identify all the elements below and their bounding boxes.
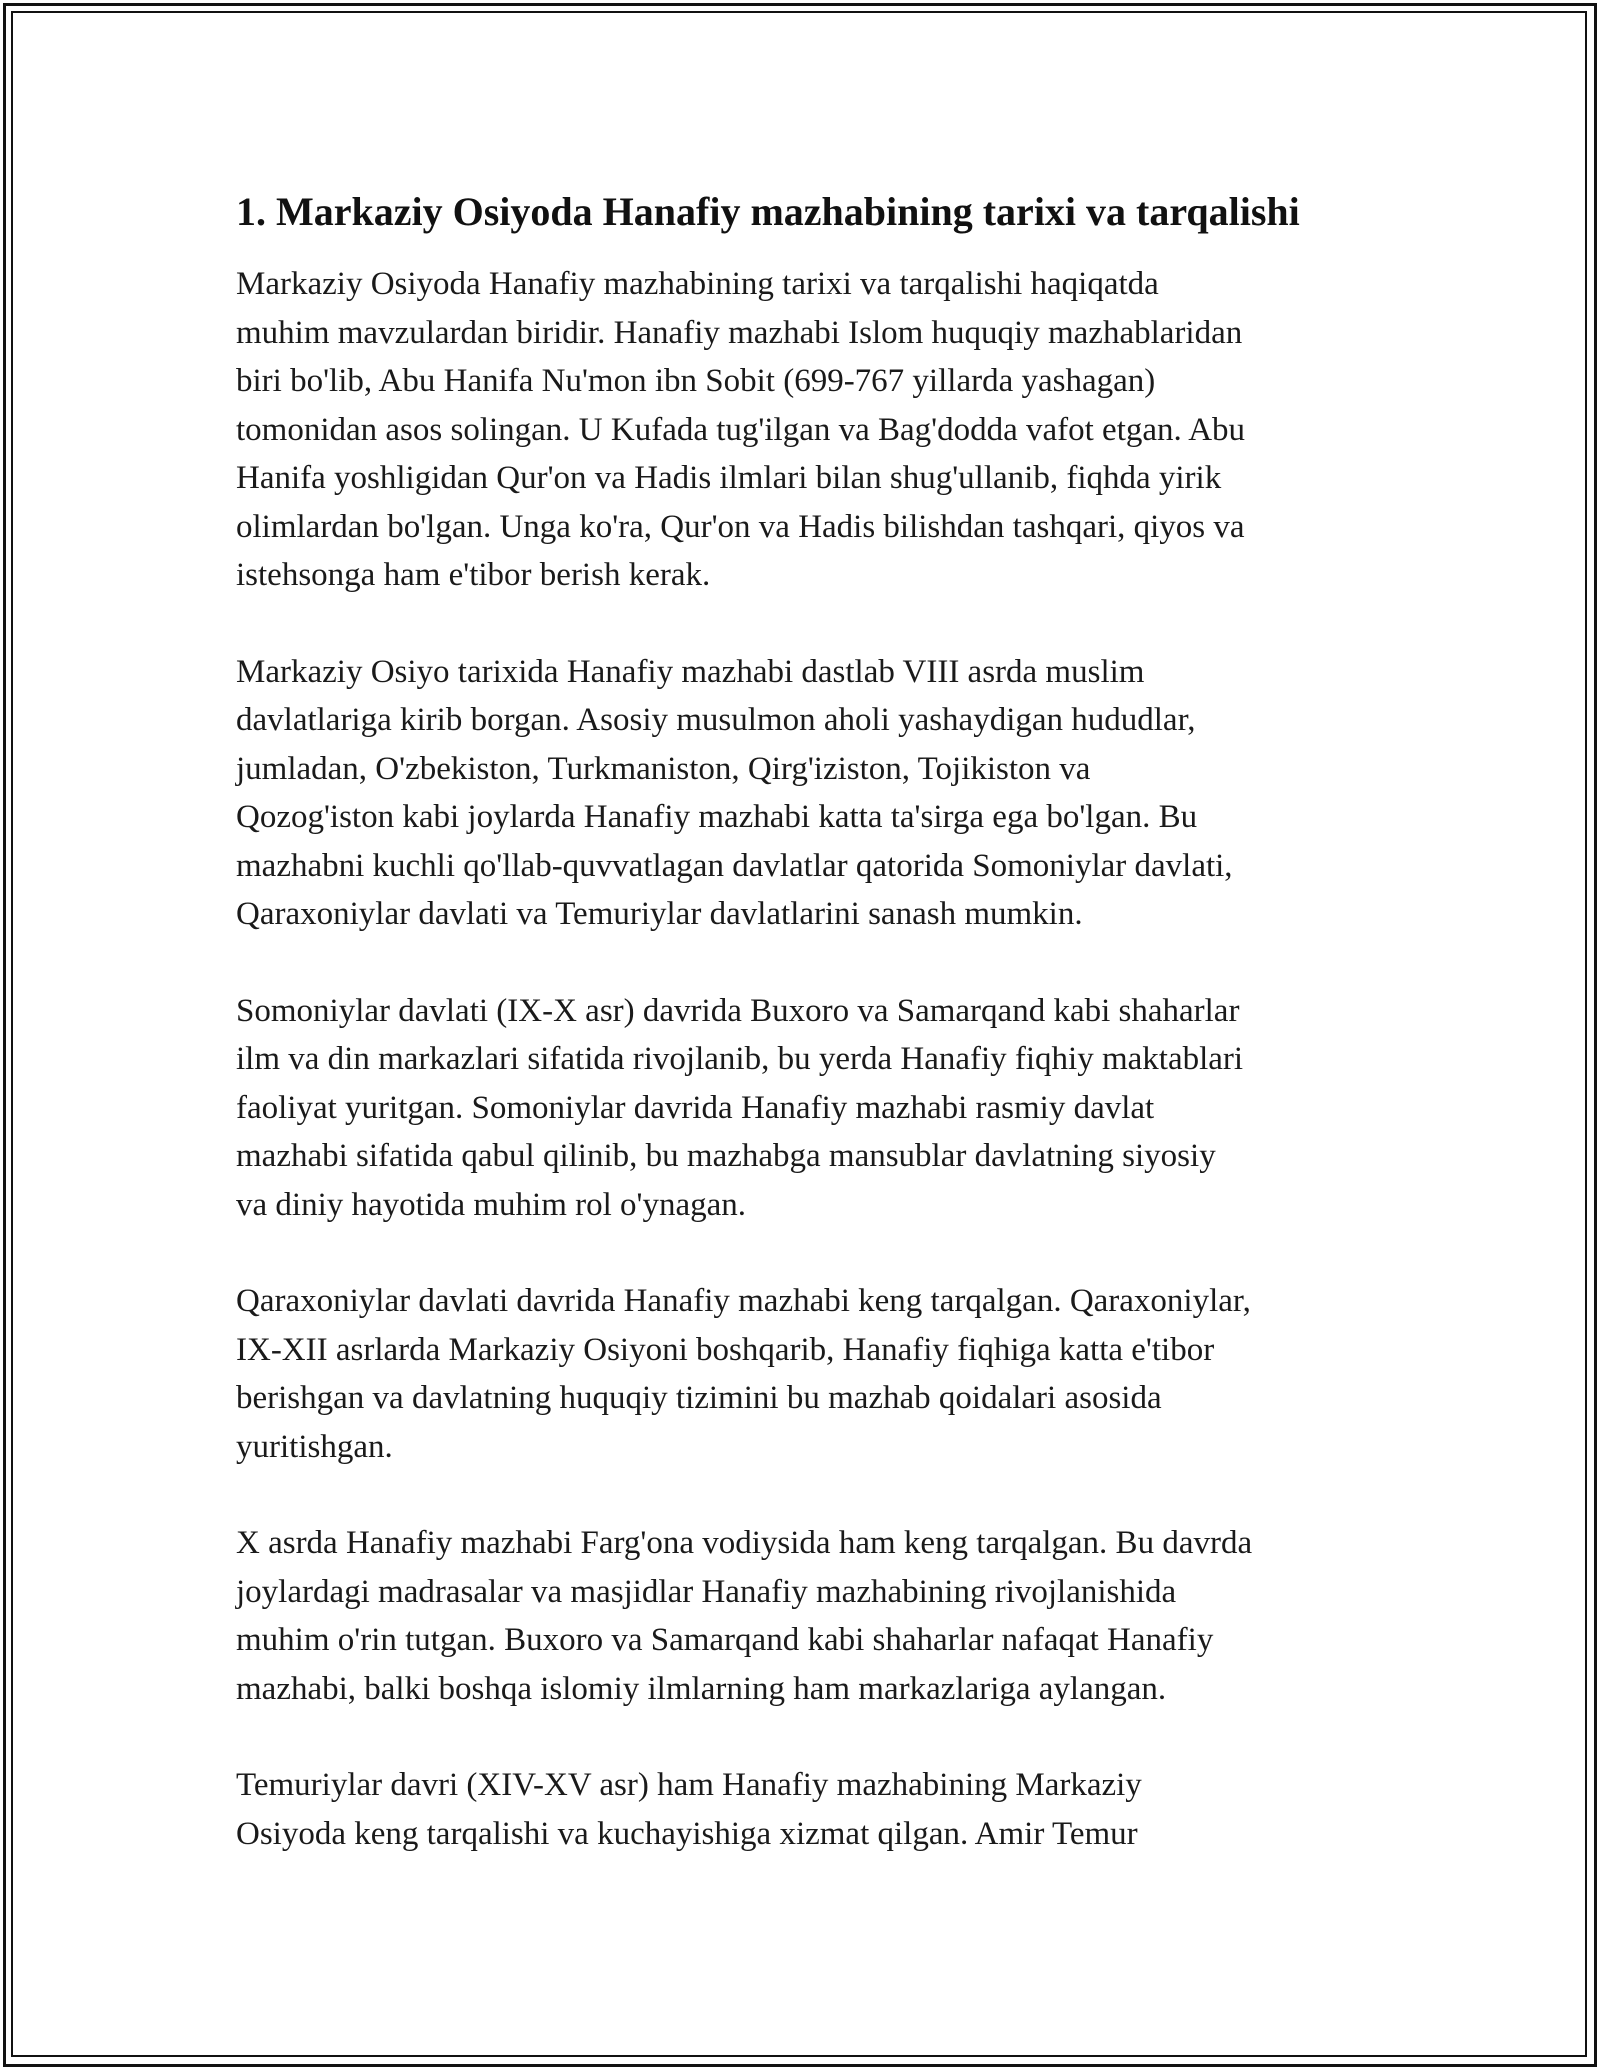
paragraph-line: joylardagi madrasalar va masjidlar Hanafiy mazhabining rivojlanishida bbox=[236, 1573, 1177, 1610]
document-body bbox=[236, 186, 1366, 1906]
paragraph-line: Markaziy Osiyo tarixida Hanafiy mazhabi dastlab VIII asrda muslim bbox=[236, 653, 1145, 690]
paragraph-line: Qaraxoniylar davlati davrida Hanafiy mazhabi keng tarqalgan. Qaraxoniylar, bbox=[236, 1283, 1251, 1319]
paragraph-line: ilm va din markazlari sifatida rivojlanib, bu yerda Hanafiy fiqhiy maktablari bbox=[236, 1041, 1244, 1077]
paragraph-line: Hanifa yoshligidan Qur'on va Hadis ilmlari bilan shug'ullanib, fiqhda yirik bbox=[236, 460, 1222, 496]
paragraph-line: Temuriylar davri (XIV-XV asr) ham Hanafiy mazhabining Markaziy bbox=[236, 1767, 1142, 1803]
paragraph-line: mazhabi sifatida qabul qilinib, bu mazhabga mansublar davlatning siyosiy bbox=[236, 1138, 1216, 1174]
paragraph-line: muhim mavzulardan biridir. Hanafiy mazhabi Islom huquqiy mazhablaridan bbox=[236, 314, 1243, 351]
paragraph-line: biri bo'lib, Abu Hanifa Nu'mon ibn Sobit (699-767 yillarda yashagan) bbox=[236, 363, 1156, 399]
body-paragraph bbox=[236, 1519, 1366, 1713]
paragraph-line: faoliyat yuritgan. Somoniylar davrida Hanafiy mazhabi rasmiy davlat bbox=[236, 1089, 1155, 1126]
paragraph-line: davlatlariga kirib borgan. Asosiy musulmon aholi yashaydigan hududlar, bbox=[236, 702, 1196, 738]
paragraph-line: berishgan va davlatning huquqiy tizimini bu mazhab qoidalari asosida bbox=[236, 1380, 1162, 1416]
paragraph-line: Somoniylar davlati (IX-X asr) davrida Buxoro va Samarqand kabi shaharlar bbox=[236, 992, 1240, 1029]
body-paragraph bbox=[236, 260, 1366, 600]
paragraph-line: Qozog'iston kabi joylarda Hanafiy mazhabi katta ta'sirga ega bo'lgan. Bu bbox=[236, 799, 1198, 835]
paragraph-line: Osiyoda keng tarqalishi va kuchayishiga xizmat qilgan. Amir Temur bbox=[236, 1815, 1138, 1852]
body-paragraph bbox=[236, 987, 1366, 1230]
paragraph-line: muhim o'rin tutgan. Buxoro va Samarqand kabi shaharlar nafaqat Hanafiy bbox=[236, 1622, 1214, 1658]
paragraph-line: olimlardan bo'lgan. Unga ko'ra, Qur'on va Hadis bilishdan tashqari, qiyos va bbox=[236, 508, 1245, 545]
body-paragraph bbox=[236, 648, 1366, 939]
body-paragraph bbox=[236, 1277, 1366, 1471]
paragraph-line: IX-XII asrlarda Markaziy Osiyoni boshqarib, Hanafiy fiqhiga katta e'tibor bbox=[236, 1331, 1215, 1368]
paragraph-list bbox=[236, 260, 1366, 1858]
paragraph-line: Markaziy Osiyoda Hanafiy mazhabining tarixi va tarqalishi haqiqatda bbox=[236, 266, 1159, 302]
section-heading: 1. Markaziy Osiyoda Hanafiy mazhabining tarixi va tarqalishi bbox=[236, 189, 1300, 234]
paragraph-line: istehsonga ham e'tibor berish kerak. bbox=[236, 557, 711, 593]
paragraph-line: tomonidan asos solingan. U Kufada tug'ilgan va Bag'dodda vafot etgan. Abu bbox=[236, 411, 1246, 448]
paragraph-line: va diniy hayotida muhim rol o'ynagan. bbox=[236, 1186, 747, 1223]
paragraph-line: yuritishgan. bbox=[236, 1428, 393, 1465]
paragraph-line: jumladan, O'zbekiston, Turkmaniston, Qirg'iziston, Tojikiston va bbox=[236, 750, 1091, 787]
paragraph-line: X asrda Hanafiy mazhabi Farg'ona vodiysida ham keng tarqalgan. Bu davrda bbox=[236, 1525, 1253, 1561]
body-paragraph bbox=[236, 1761, 1366, 1858]
paragraph-line: Qaraxoniylar davlati va Temuriylar davlatlarini sanash mumkin. bbox=[236, 896, 1083, 932]
paragraph-line: mazhabni kuchli qo'llab-quvvatlagan davlatlar qatorida Somoniylar davlati, bbox=[236, 847, 1233, 884]
paragraph-line: mazhabi, balki boshqa islomiy ilmlarning ham markazlariga aylangan. bbox=[236, 1670, 1167, 1707]
